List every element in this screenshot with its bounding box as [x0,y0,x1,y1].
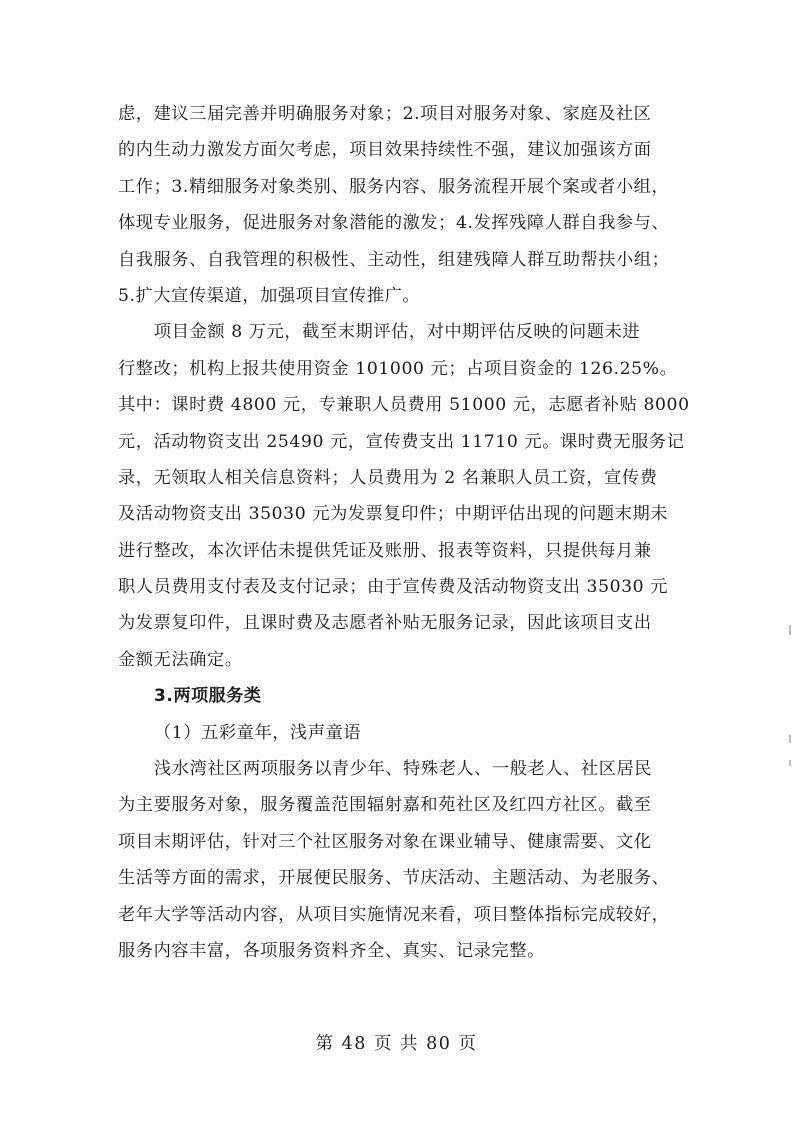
text-line: 工作；3.精细服务对象类别、服务内容、服务流程开展个案或者小组， [118,176,670,197]
text-line: 服务内容丰富，各项服务资料齐全、真实、记录完整。 [118,940,545,961]
text-line: 虑，建议三届完善并明确服务对象；2.项目对服务对象、家庭及社区 [118,104,652,124]
text-line: 为发票复印件，且课时费及志愿者补贴无服务记录，因此该项目支出 [118,613,652,634]
text-line: 老年大学等活动内容，从项目实施情况来看，项目整体指标完成较好， [118,904,670,925]
text-line: 进行整改，本次评估未提供凭证及账册、报表等资料，只提供每月兼 [118,540,652,561]
paragraph-funding [118,314,690,678]
section-heading: 3.两项服务类 [154,686,262,707]
text-line: 其中：课时费 4800 元，专兼职人员费用 51000 元，志愿者补贴 8000 [118,395,690,416]
subsection-heading: （1）五彩童年，浅声童语 [154,722,362,743]
text-line: 自我服务、自我管理的积极性、主动性，组建残障人群互助帮扶小组； [118,249,670,270]
text-line: 录，无领取人相关信息资料；人员费用为 2 名兼职人员工资，宣传费 [118,467,658,488]
text-line: 及活动物资支出 35030 元为发票复印件；中期评估出现的问题末期未 [118,504,669,525]
text-line: 体现专业服务，促进服务对象潜能的激发；4.发挥残障人群自我参与、 [118,213,670,234]
text-line: 为主要服务对象，服务覆盖范围辐射嘉和苑社区及红四方社区。截至 [118,795,652,816]
paragraph-service-overview [118,751,690,969]
text-line: 项目末期评估，针对三个社区服务对象在课业辅导、健康需要、文化 [118,831,652,852]
text-line: 5.扩大宣传渠道，加强项目宣传推广。 [118,285,421,306]
scan-edge-mark [789,735,791,743]
text-line: 元，活动物资支出 25490 元，宣传费支出 11710 元。课时费无服务记 [118,431,685,452]
text-line: 浅水湾社区两项服务以青少年、特殊老人、一般老人、社区居民 [154,759,653,780]
text-line: 金额无法确定。 [118,649,243,670]
text-line: 行整改；机构上报共使用资金 101000 元；占项目资金的 126.25%。 [118,358,678,379]
text-line: 项目金额 8 万元，截至末期评估，对中期评估反映的问题未进 [154,322,641,343]
scan-edge-mark [789,760,791,766]
text-line: 的内生动力激发方面欠考虑，项目效果持续性不强，建议加强该方面 [118,140,652,161]
page-number-footer: 第 48 页 共 80 页 [315,1034,478,1054]
scan-edge-mark [789,625,791,635]
page-body [118,96,690,969]
text-line: 职人员费用支付表及支付记录；由于宣传费及活动物资支出 35030 元 [118,577,669,598]
paragraph-recommendations [118,96,690,314]
text-line: 生活等方面的需求，开展便民服务、节庆活动、主题活动、为老服务、 [118,868,670,889]
